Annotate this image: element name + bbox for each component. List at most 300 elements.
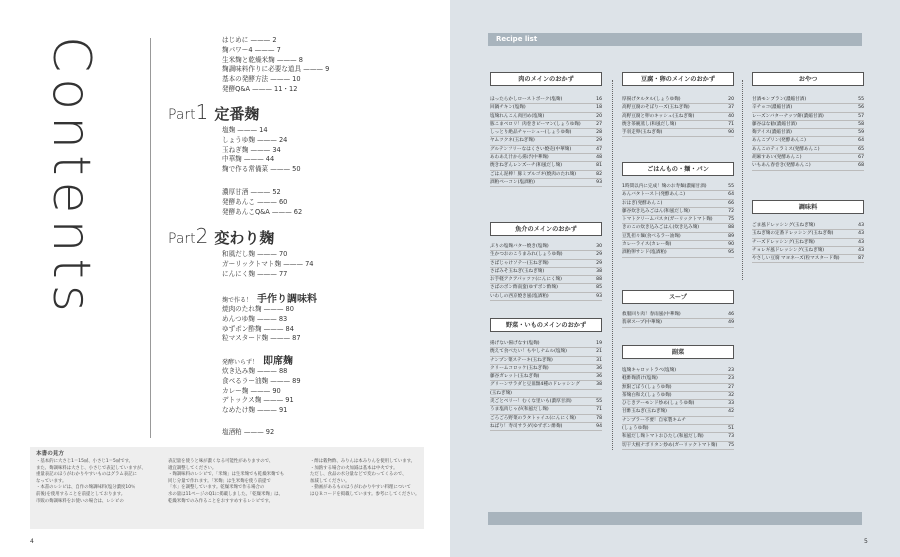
recipe-page: 36: [596, 365, 602, 371]
recipe-item: [622, 224, 734, 232]
recipe-item: [490, 284, 602, 292]
toc-entry: 発酵Q&A ——— 11・12: [222, 84, 298, 93]
recipe-item: [752, 121, 864, 129]
recipe-page: 88: [596, 277, 602, 283]
toc-entry: デトックス麹 ——— 91: [222, 396, 294, 405]
recipe-item: [490, 357, 602, 365]
recipe-name: 切干大根ナポリタン炒め(ガーリックトマト麹): [622, 442, 718, 448]
toc-entry-page: 9: [325, 65, 330, 74]
recipe-name: きのこの炊き込みごはん(炊き込み麹): [622, 225, 700, 231]
recipe-name: 豚こまベロリ！肉巻きピーマン(しょうゆ麹): [490, 121, 581, 127]
toc-entry: にんにく麹 ——— 77: [222, 269, 288, 278]
toc-entry: しょうゆ麹 ——— 24: [222, 135, 288, 144]
recipe-item: [622, 417, 734, 425]
recipe-name: お手軽アクアパッツァ(にんにく麹): [490, 277, 562, 283]
recipe-item: [752, 129, 864, 137]
recipe-name: 焼えて食べたい！もやしナムル(塩麹): [490, 349, 567, 355]
recipe-name: 酒粕卵サンド(塩酒粕): [622, 250, 667, 256]
recipe-page: 37: [728, 105, 734, 111]
recipe-item: [490, 243, 602, 251]
recipe-name: 藤谷ほな勧(濃縮甘酒): [752, 121, 797, 127]
recipe-name: 手羽走卵(玉ねぎ麹): [622, 130, 663, 136]
fish-list: [490, 243, 602, 301]
note-line: ・酢は穀物酢、みりんは本みりんを使用しています。: [310, 459, 416, 464]
recipe-page: 30: [596, 244, 602, 249]
note-line: 水の量は11ページのQ1に掲載しました。「乾燥米麹」は、: [168, 491, 283, 497]
toc-entry: 発酵あんこ ——— 60: [222, 197, 288, 206]
recipe-name: 藤谷炊き込みごはん(和風だし麹): [622, 208, 690, 214]
recipe-page: 90: [728, 242, 734, 248]
toc-entry-page: 74: [305, 259, 314, 268]
toc-entry-page: 11・12: [274, 84, 298, 93]
toc-entry-title: 麹パワー4: [222, 45, 253, 54]
page-number-left: 4: [30, 538, 34, 545]
recipe-name: うま塩肉じゃが(和風だし麹): [490, 407, 549, 413]
recipe-item: [622, 392, 734, 400]
recipe-item: [622, 129, 734, 137]
recipe-item: [622, 208, 734, 216]
recipe-page: 81: [596, 163, 602, 169]
toc-entry: カレー麹 ——— 90: [222, 386, 281, 395]
toc-entry-page: 44: [265, 155, 275, 164]
section-veg: 野菜・いものメインのおかず: [490, 318, 602, 332]
part2-list: [222, 250, 313, 279]
bottom-bar: [488, 512, 862, 525]
recipe-name: 辛チョコ(濃縮甘酒): [752, 105, 793, 111]
recipe-name: クリームコロッケ(玉ねぎ麹): [490, 365, 549, 371]
recipe-page: 64: [858, 138, 864, 144]
toc-entry-title: 麹調味料作りに必要な道具: [222, 65, 302, 74]
recipe-page: 78: [596, 415, 602, 421]
recipe-name: 和風だし麹トマトおひたし(和風だし麹): [622, 434, 704, 440]
toc-entry-page: 89: [292, 376, 301, 385]
section-sweets: おやつ: [752, 72, 864, 86]
recipe-name: 軽酢麹漬け(塩麹): [622, 376, 658, 382]
toc-entry-page: 90: [272, 386, 281, 395]
recipe-item: [490, 129, 602, 137]
toc-entry-title: なめたけ麹: [222, 406, 255, 415]
recipe-item: [490, 162, 602, 170]
recipe-page: 93: [596, 179, 602, 185]
recipe-page: 71: [728, 121, 734, 127]
recipe-page: 40: [728, 113, 734, 119]
toc-entry-page: 91: [278, 406, 288, 415]
recipe-name: チーズドレッシング(玉ねぎ麹): [752, 239, 815, 245]
recipe-page: 29: [596, 252, 602, 258]
recipe-item: [622, 191, 734, 199]
recipe-item: [622, 400, 734, 408]
recipe-page: 31: [596, 357, 602, 363]
toc-entry: 玉ねぎ麹 ——— 34: [222, 145, 281, 154]
recipe-item: [490, 293, 602, 301]
toc-entry-page: 70: [278, 250, 288, 258]
recipe-item: [752, 146, 864, 154]
toc-entry-title: めんつゆ麹: [222, 314, 255, 323]
toc-entry-title: 生米麹と乾燥米麹: [222, 55, 275, 64]
toc-entry-page: 87: [292, 334, 301, 343]
recipe-item: [490, 171, 602, 179]
sub1-list: [222, 305, 301, 344]
recipe-item: [622, 241, 734, 249]
recipe-item: [622, 375, 734, 383]
recipe-page: 29: [596, 138, 602, 144]
recipe-item: [622, 183, 734, 191]
recipe-page: 90: [728, 130, 734, 136]
toc-entry-page: 34: [272, 145, 281, 154]
recipe-name: (しょうゆ麹): [622, 426, 649, 432]
recipe-name: ヤムツクネ(玉ねぎ麹): [490, 138, 535, 144]
recipe-page: 18: [596, 105, 602, 111]
toc-entry: 和風だし麹 ——— 70: [222, 250, 288, 258]
note-line: また、麹調味料は大さじ、小さじで表記していますが、: [36, 465, 146, 471]
toc-entry: なめたけ麹 ——— 91: [222, 406, 288, 415]
recipe-page: 43: [858, 231, 864, 237]
recipe-name: やさしい豆腐 マヨネーズ(粒マスタード麹): [752, 256, 840, 262]
recipe-name: ごま風ドレッシング(玉ねぎ麹): [752, 223, 816, 228]
soup-list: [622, 311, 734, 328]
recipe-name: 豆乳担々麺(食べるラー油麹): [622, 233, 681, 239]
toc-entry: はじめに ——— 2: [222, 36, 277, 44]
recipe-item: [752, 255, 864, 263]
toc-entry: 中華麹 ——— 44: [222, 155, 275, 164]
notes-title: 本書の見方: [36, 451, 64, 457]
recipe-name: いもあん春巻き(発酵あんこ): [752, 163, 811, 169]
recipe-item: [490, 423, 602, 431]
recipe-item: [490, 96, 602, 104]
recipe-item: [490, 373, 602, 381]
recipe-item: [622, 442, 734, 450]
toc-entry-title: 中華麹: [222, 155, 242, 164]
recipe-page: 51: [728, 426, 734, 432]
recipe-page: 23: [728, 368, 734, 373]
recipe-page: 85: [596, 285, 602, 291]
recipe-item: [622, 96, 734, 104]
toc-entry-title: 食べるラー油麹: [222, 376, 269, 385]
toc-entry: めんつゆ麹 ——— 83: [222, 314, 288, 323]
recipe-page: 75: [728, 217, 734, 223]
toc-entry-page: 88: [278, 367, 288, 375]
recipe-item: [490, 104, 602, 112]
sub2-heading: 発酵いらず！ 即席麹: [222, 356, 294, 367]
rice-list: [622, 183, 734, 258]
recipe-name: 回鍋チキン(塩麹): [490, 105, 526, 111]
toc-entry-page: 2: [272, 36, 277, 44]
recipe-page: 59: [858, 130, 864, 136]
section-season: 調味料: [752, 200, 864, 214]
toc-entry-title: 発酵あんこQ&A: [222, 207, 270, 216]
recipe-item: [622, 311, 734, 319]
recipe-list-header: Recipe list: [488, 33, 862, 46]
part1-list: [222, 126, 301, 175]
recipe-page: 19: [596, 341, 602, 346]
toc-entry-page: 10: [292, 75, 301, 84]
recipe-item: [622, 367, 734, 375]
recipe-name: 塩麹れんこん肉団め(塩麹): [490, 113, 545, 119]
recipe-name: グルテンフリーなはくさい焼売(中華麹): [490, 146, 572, 152]
recipe-name: しっとり絶品チャーシュー(しょうゆ麹): [490, 130, 572, 136]
notes-box: [30, 447, 424, 529]
contents-title: Contents: [41, 36, 101, 318]
recipe-name: 生かつおのこうまみれ(しょうゆ麹): [490, 252, 563, 258]
toc-entry-title: 基本の発酵方法: [222, 75, 269, 84]
recipe-item: [490, 340, 602, 348]
recipe-page: 38: [596, 268, 602, 274]
recipe-page: 95: [728, 250, 734, 256]
toc-entry: 発酵あんこQ&A ——— 62: [222, 207, 303, 216]
recipe-name: レーズンバターナッツ餅(濃縮甘酒): [752, 113, 824, 119]
recipe-page: 72: [728, 208, 734, 214]
recipe-item: [752, 96, 864, 104]
recipe-item: [752, 137, 864, 145]
recipe-page: 23: [728, 376, 734, 382]
recipe-name: ナンプラー不要！自家製キムチ: [622, 417, 686, 423]
recipe-name: カレーライス(カレー麹): [622, 242, 672, 248]
recipe-name: グリーンサラダと豆皿類4種のドレッシング: [490, 382, 580, 388]
toc-entry-title: 麹で作る常備菜: [222, 165, 269, 174]
recipe-page: 27: [728, 384, 734, 390]
toc-entry-title: 発酵Q&A: [222, 84, 251, 93]
recipe-page: 73: [728, 434, 734, 440]
recipe-page: 66: [728, 200, 734, 206]
recipe-name: 厚揚げタルタル(しょうゆ麹): [622, 97, 681, 102]
recipe-name: さばみそ玉ねぎ(玉ねぎ麹): [490, 268, 545, 274]
section-rice: ごはんもの・麺・パン: [622, 162, 734, 176]
recipe-page: 57: [858, 113, 864, 119]
toc-entry-title: はじめに: [222, 36, 249, 44]
recipe-item: [622, 113, 734, 121]
recipe-page: 88: [728, 225, 734, 231]
toc-entry: 塩麹 ——— 14: [222, 126, 268, 134]
note-line: ・麹調味料のレシピで、「米麹」は生米麹でも乾燥米麹でも: [168, 472, 285, 478]
toc-entry: 濃厚甘酒 ——— 52: [222, 188, 281, 196]
note-line: ・加熱する場合の火加減は基本は中火です。: [310, 465, 398, 471]
recipe-page: 28: [596, 130, 602, 136]
toc-entry-title: しょうゆ麹: [222, 135, 255, 144]
recipe-name: 酒粕ベーコン(塩酒粕): [490, 179, 535, 185]
recipe-name: あんバタトースト(発酵あんこ): [622, 192, 686, 198]
recipe-item: [622, 233, 734, 241]
toc-entry-page: 14: [259, 126, 268, 134]
note-line: ただし、食品の水分量などで変わってくるので、: [310, 472, 407, 478]
toc-entry-title: デトックス麹: [222, 396, 262, 405]
sub2-list: [222, 367, 301, 416]
recipe-page: 46: [728, 312, 734, 317]
toc-entry-page: 50: [292, 165, 301, 174]
recipe-name: あんこプリン(発酵あんこ): [752, 138, 806, 144]
recipe-page: 21: [596, 349, 602, 355]
toc-entry-page: 52: [272, 188, 281, 196]
toc-entry-title: ゆずポン酢麹: [222, 324, 262, 333]
recipe-page: 42: [728, 409, 734, 415]
toc-entry-title: 焼肉のたれ麹: [222, 305, 262, 313]
toc-entry-page: 60: [278, 197, 288, 206]
recipe-name: 茶麹白和え(しょうゆ麹): [622, 392, 672, 398]
recipe-item: [490, 251, 602, 259]
recipe-name: おはぎ(発酵あんこ): [622, 200, 663, 206]
section-side: 副菜: [622, 345, 734, 359]
section-fish: 魚介のメインのおかず: [490, 222, 602, 236]
recipe-item: [752, 162, 864, 170]
recipe-name: ひじきアーモンド炒め(しょうゆ麹): [622, 401, 695, 407]
toc-entry: ゆずポン酢麹 ——— 84: [222, 324, 294, 333]
recipe-page: 56: [858, 105, 864, 111]
recipe-page: 27: [596, 121, 602, 127]
toc-entry: 麹で作る常備菜 ——— 50: [222, 165, 301, 174]
recipe-name: 揚げない揚げなす(塩麹): [490, 341, 540, 346]
recipe-item: [490, 415, 602, 423]
recipe-page: 71: [596, 407, 602, 413]
recipe-name: いわしの西京焼き風(塩酒粕): [490, 293, 549, 299]
recipe-item: [490, 406, 602, 414]
toc-entry-title: 炊き込み麹: [222, 367, 255, 375]
note-line: ・動画があるものはうがわかりやすい料理について: [310, 485, 411, 491]
note-line: ・基本的に大さじ1＝15㎖、小さじ1＝5㎖です。: [36, 459, 134, 464]
recipe-item: [490, 381, 602, 389]
recipe-item: [490, 348, 602, 356]
recipe-item: [490, 179, 602, 187]
recipe-name: さばじゃけソテー(玉ねぎ麹): [490, 260, 549, 266]
veg-list: [490, 340, 602, 431]
meat-list: [490, 96, 602, 187]
recipe-name: 高野豆腐と卵のキッシュ(玉ねぎ麹): [622, 113, 695, 119]
recipe-name: 1時間以内に完成！麹のお寿麺(濃縮甘酒): [622, 184, 707, 189]
recipe-name: ほったらかしローストポーク(塩麹): [490, 97, 563, 102]
notes-column-2: [168, 459, 303, 505]
sub1-heading: 麹で作る！ 手作り調味料: [222, 294, 318, 305]
recipe-item: [622, 104, 734, 112]
recipe-name: 塩麹キャロットラペ(塩麹): [622, 368, 677, 373]
recipe-item: [490, 268, 602, 276]
recipe-item: [622, 408, 734, 416]
recipe-name: さばのポン酢南蛮(ゆずポン酢麹): [490, 285, 558, 291]
recipe-item: [490, 398, 602, 406]
recipe-name: (玉ねぎ麹): [490, 390, 512, 396]
recipe-item: [622, 319, 734, 327]
toc-entry-page: 83: [278, 314, 288, 323]
side-list: [622, 367, 734, 450]
section-soup: スープ: [622, 290, 734, 304]
recipe-page: 49: [728, 320, 734, 326]
recipe-item: [490, 146, 602, 154]
toc-entry-title: カレー麹: [222, 386, 249, 395]
toc-entry-page: 91: [285, 396, 294, 405]
recipe-item: [752, 222, 864, 230]
toc-entry-title: 濃厚甘酒: [222, 188, 249, 196]
toc-entry: 食べるラー油麹 ——— 89: [222, 376, 301, 385]
recipe-name: ごはん泥棒！豚ミブルゴギ(焼肉のたれ麹): [490, 171, 577, 177]
recipe-name: チョレギ風ドレッシング(玉ねぎ麹): [752, 247, 825, 253]
toc-entry-title: にんにく麹: [222, 269, 255, 278]
recipe-name: あんこのティラミス(発酵あんこ): [752, 146, 820, 152]
divider-line: [150, 38, 151, 438]
recipe-page: 33: [728, 401, 734, 407]
toc-entry-title: ガーリックトマト麹: [222, 259, 282, 268]
toc-entry: 生米麹と乾燥米麹 ——— 8: [222, 55, 303, 64]
recipe-page: 47: [596, 146, 602, 152]
toc-entry: 麹調味料作りに必要な道具 ——— 9: [222, 65, 330, 74]
recipe-name: 藤谷ガレット(玉ねぎ麹): [490, 374, 540, 380]
toc-intro: [222, 36, 329, 95]
recipe-name: ねばり！寿司サラダ(ゆずポン酢麹): [490, 423, 563, 429]
note-line: 「水」を調整しています。乾燥米麹で作る場合の: [168, 485, 265, 491]
recipe-item: [752, 247, 864, 255]
season-list: [752, 222, 864, 263]
note-line: ・本書のレシピは、自作の麹調味料(塩分濃度10％: [36, 485, 136, 491]
toc-entry: 麹パワー4 ——— 7: [222, 45, 281, 54]
notes-column-3: [310, 459, 420, 499]
notes-column-1: [36, 459, 161, 505]
recipe-page: 43: [858, 223, 864, 228]
recipe-item: [752, 104, 864, 112]
recipe-name: 甘酢玉ねぎ(玉ねぎ麹): [622, 409, 667, 415]
recipe-name: 翡翠スープ(中華麹): [622, 320, 662, 326]
recipe-page: 16: [596, 97, 602, 102]
note-line: 同じ分量で作れます。「米麹」は生米麹を使う前提で: [168, 478, 271, 484]
recipe-page: 20: [728, 97, 734, 102]
recipe-name: 炎ごとベリー！むくな里いも(濃厚甘酒): [490, 399, 572, 405]
recipe-item: [490, 390, 602, 398]
toc-entry-title: 玉ねぎ麹: [222, 145, 249, 154]
sweets-list: [752, 96, 864, 171]
toc-entry-title: 塩麹: [222, 126, 236, 134]
recipe-page: 38: [596, 382, 602, 388]
note-line: 適宜調整してください。: [168, 465, 217, 471]
recipe-item: [622, 249, 734, 257]
recipe-name: 焼き茶碗蒸し(和風だし麹): [622, 121, 677, 127]
toc-entry-page: 62: [293, 207, 303, 216]
recipe-page: 64: [728, 192, 734, 198]
recipe-item: [622, 425, 734, 433]
part1-heading: Part1 定番麹: [168, 100, 259, 124]
toc-entry: 粒マスタード麹 ——— 87: [222, 334, 301, 343]
note-line: 市販の麹調味料をお使いの場合は、レシピの: [36, 498, 124, 504]
recipe-item: [490, 154, 602, 162]
recipe-item: [752, 230, 864, 238]
toc-entry-page: 80: [285, 305, 294, 313]
recipe-item: [752, 239, 864, 247]
part2-heading: Part2 変わり麹: [168, 224, 274, 248]
recipe-item: [490, 260, 602, 268]
toc-entry-page: 24: [278, 135, 288, 144]
toc-entry-page: 77: [278, 269, 288, 278]
recipe-item: [490, 121, 602, 129]
recipe-page: 20: [596, 113, 602, 119]
recipe-item: [490, 137, 602, 145]
section-tofu: 豆腐・卵のメインのおかず: [622, 72, 734, 86]
toc-entry-title: 発酵あんこ: [222, 197, 255, 206]
recipe-page: 58: [858, 121, 864, 127]
recipe-name: あわあえ汁から揚げ(中華麹): [490, 155, 549, 161]
toc-entry: 基本の発酵方法 ——— 10: [222, 75, 301, 84]
toc-entry-page: 84: [285, 324, 294, 333]
recipe-page: 55: [728, 184, 734, 189]
part1-list-2: [222, 188, 302, 217]
last-item: 塩酒粕 ——— 92: [222, 428, 275, 436]
recipe-page: 93: [596, 293, 602, 299]
note-line: なっています。: [36, 478, 67, 484]
section-meat: 肉のメインのおかず: [490, 72, 602, 86]
recipe-item: [490, 113, 602, 121]
page-number-right: 5: [864, 538, 868, 545]
note-line: 乾燥米麹でのみ作ることをおすすめするレシピです。: [168, 498, 273, 504]
recipe-name: 麹アイス(濃縮甘酒): [752, 130, 792, 136]
recipe-page: 55: [858, 97, 864, 102]
note-line: 重量表記のほうがわかりやすいものはグラム表記に: [36, 472, 137, 478]
recipe-name: 玉ねぎ麹の定番ドレッシング(玉ねぎ麹): [752, 231, 834, 237]
recipe-item: [622, 433, 734, 441]
recipe-name: 胡麻すあい(発酵あんこ): [752, 155, 802, 161]
recipe-page: 89: [728, 233, 734, 239]
